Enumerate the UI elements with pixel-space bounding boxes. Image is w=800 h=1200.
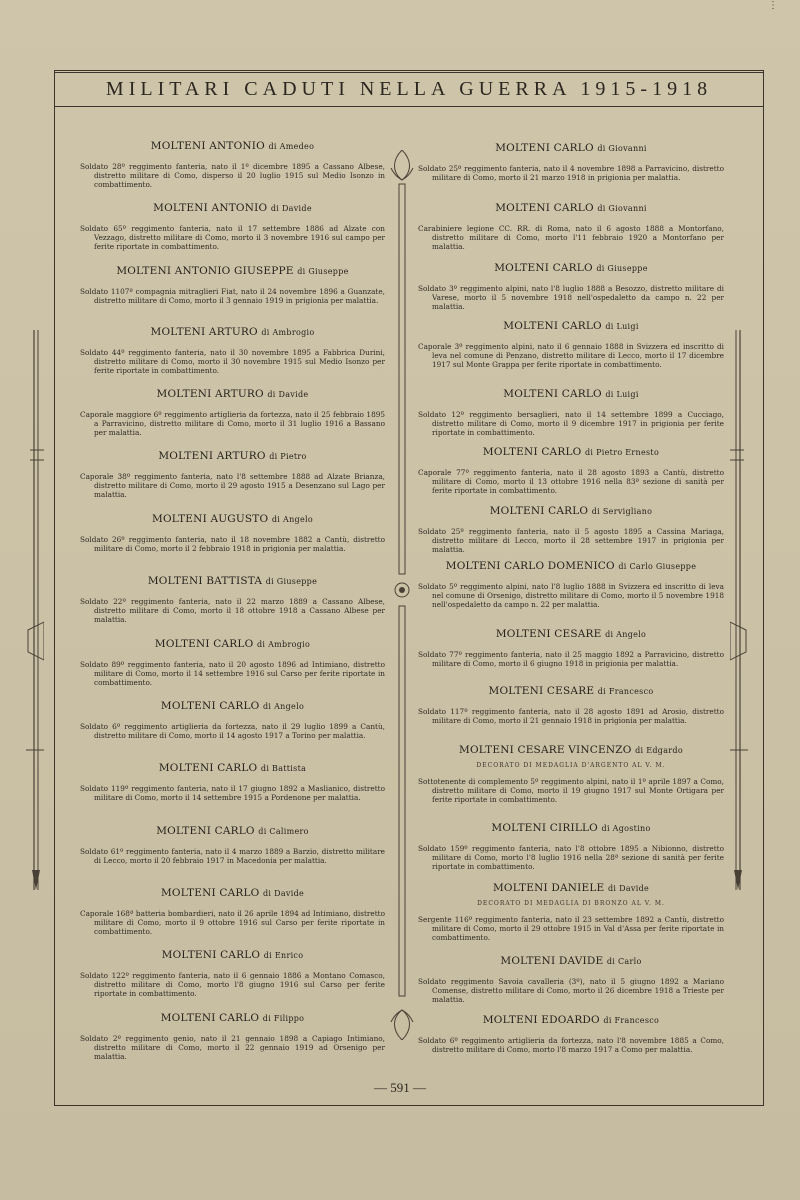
entry-name: MOLTENI CARLO di Ambrogio (154, 638, 311, 650)
entry (418, 505, 724, 554)
entry-text: Caporale 77º reggimento fanteria, nato il 28 agosto 1893 a Cantù, distretto militare di Como, morto il 13 ottobre 1916 nella 83ª sezione di sanità per ferite riportate in combattimento. (418, 468, 724, 495)
entry (418, 822, 724, 871)
entry-name: MOLTENI CESARE VINCENZO di Edgardo (459, 744, 683, 756)
entry-text: Soldato 26º reggimento fanteria, nato il 18 novembre 1882 a Cantù, distretto militare di Como, morto il 2 febbraio 1918 in prigionia per malattia. (80, 535, 385, 553)
page-header-title: MILITARI CADUTI NELLA GUERRA 1915-1918 (105, 78, 713, 100)
left-side-ornament (8, 330, 44, 890)
entry (80, 450, 385, 499)
entry-decoration: DECORATO DI MEDAGLIA D'ARGENTO AL V. M. (476, 762, 666, 769)
entry (418, 142, 724, 182)
entry (80, 762, 385, 802)
entry-name: MOLTENI CARLO di Pietro Ernesto (482, 446, 660, 458)
entry (418, 744, 724, 804)
page-number: — 591 — (374, 1080, 426, 1095)
entry (418, 262, 724, 311)
entry-name: MOLTENI CARLO di Calimero (156, 825, 309, 837)
entry (418, 1014, 724, 1054)
entry-text: Soldato 159º reggimento fanteria, nato l'8 ottobre 1895 a Nibionno, distretto militare di Como, morto l'8 luglio 1916 nella 28ª sezione di sanità per ferite riportate in combattimento. (418, 844, 724, 871)
entry-name: MOLTENI CARLO di Luigi (503, 320, 639, 332)
entry-name: MOLTENI ARTURO di Pietro (158, 450, 307, 462)
entry (418, 320, 724, 369)
entry-text: Soldato 6º reggimento artiglieria da fortezza, nato il 29 luglio 1899 a Cantù, distretto militare di Como, morto il 14 agosto 1917 a Torino per malattia. (80, 722, 385, 740)
entry (80, 825, 385, 865)
entry-decoration: DECORATO DI MEDAGLIA DI BRONZO AL V. M. (477, 900, 665, 907)
entry (80, 265, 385, 305)
entry-name: MOLTENI DANIELE di Davide (492, 882, 650, 894)
entry-text: Sottotenente di complemento 5º reggimento alpini, nato il 1º aprile 1897 a Como, distretto militare di Como, morto il 19 giugno 1917 sul Monte Ortigara per ferite riportate in combattimento. (418, 777, 724, 804)
entry-name: MOLTENI CARLO di Battista (158, 762, 307, 774)
entry-text: Sergente 116º reggimento fanteria, nato il 23 settembre 1892 a Cantù, distretto militare di Como, morto il 29 ottobre 1915 in Val d'Assa per ferite riportate in combattimento. (418, 915, 724, 942)
entry (418, 628, 724, 668)
header-rule-top (54, 72, 764, 73)
entry-text: Soldato 119º reggimento fanteria, nato il 17 giugno 1892 a Maslianico, distretto militare di Como, morto il 14 settembre 1915 a Pordenone per malattia. (80, 784, 385, 802)
entry-text: Caporale 38º reggimento fanteria, nato l'8 settembre 1888 ad Alzate Brianza, distretto militare di Como, morto il 29 agosto 1915 a Desenzano sul Lago per malattia. (80, 472, 385, 499)
entry-text: Soldato 28º reggimento fanteria, nato il 1º dicembre 1895 a Cassano Albese, distretto militare di Como, disperso il 20 luglio 1915 sul Medio Isonzo in combattimento. (80, 162, 385, 189)
entry (80, 575, 385, 624)
entry-text: Caporale 3º reggimento alpini, nato il 6 gennaio 1888 in Svizzera ed inscritto di leva nel comune di Penzano, distretto militare di Lecco, morto il 17 dicembre 1917 sul Monte Grappa per ferite riportate in combattimento. (418, 342, 724, 369)
entry-name: MOLTENI CARLO di Angelo (160, 700, 305, 712)
entry-text: Soldato 117º reggimento fanteria, nato il 28 agosto 1891 ad Arosio, distretto militare di Como, morto il 21 gennaio 1918 in prigionia per malattia. (418, 707, 724, 725)
entry-name: MOLTENI CARLO di Giovanni (495, 202, 647, 214)
entry-text: Caporale maggiore 6º reggimento artiglieria da fortezza, nato il 25 febbraio 1895 a Parravicino, distretto militare di Como, morto il 31 luglio 1916 a Bassano per malattia. (80, 410, 385, 437)
entry (418, 560, 724, 609)
entry (80, 638, 385, 687)
entry-text: Soldato 25º reggimento fanteria, nato il 4 novembre 1898 a Parravicino, distretto militare di Como, morto il 21 marzo 1918 in prigionia per malattia. (418, 164, 724, 182)
entry-text: Soldato 89º reggimento fanteria, nato il 20 agosto 1896 ad Intimiano, distretto militare di Como, morto il 14 settembre 1916 sul Carso per ferite riportate in combattimento. (80, 660, 385, 687)
entry-text: Soldato reggimento Savoia cavalleria (3º), nato il 5 giugno 1892 a Mariano Comense, distretto militare di Como, morto il 26 dicembre 1918 a Trieste per malattia. (418, 977, 724, 1004)
entry-text: Soldato 5º reggimento alpini, nato l'8 luglio 1888 in Svizzera ed inscritto di leva nel comune di Orsenigo, distretto militare di Como, morto il 5 novembre 1918 nell'ospedaletto da campo n. 22 per malattia. (418, 582, 724, 609)
entry (418, 955, 724, 1004)
entry-name: MOLTENI CARLO di Filippo (160, 1012, 305, 1024)
entry-name: MOLTENI CARLO di Giovanni (495, 142, 647, 154)
right-side-ornament (730, 330, 766, 890)
entry-name: MOLTENI ARTURO di Ambrogio (150, 326, 315, 338)
entry-text: Soldato 1107ª compagnia mitraglieri Fiat, nato il 24 novembre 1896 a Guanzate, distretto militare di Como, morto il 3 gennaio 1919 in prigionia per malattia. (80, 287, 385, 305)
entry (418, 446, 724, 495)
entry-name: MOLTENI ANTONIO di Amedeo (150, 140, 315, 152)
entry-text: Soldato 2º reggimento genio, nato il 21 gennaio 1898 a Capiago Intimiano, distretto militare di Como, morto il 22 gennaio 1919 ad Orsenigo per malattia. (80, 1034, 385, 1061)
entry (80, 513, 385, 553)
entry (80, 949, 385, 998)
entry-name: MOLTENI CARLO DOMENICO di Carlo Giuseppe (445, 560, 697, 572)
header-rule-bottom (54, 106, 764, 107)
entry-text: Soldato 65º reggimento fanteria, nato il 17 settembre 1886 ad Alzate con Vezzago, distretto militare di Como, morto il 3 novembre 1916 sul campo per ferite riportate in combattimento. (80, 224, 385, 251)
entry-name: MOLTENI BATTISTA di Giuseppe (147, 575, 318, 587)
entry-text: Caporale 168ª batteria bombardieri, nato il 26 aprile 1894 ad Intimiano, distretto militare di Como, morto il 9 ottobre 1916 sul Carso per ferite riportate in combattimento. (80, 909, 385, 936)
entry-name: MOLTENI ANTONIO GIUSEPPE di Giuseppe (116, 265, 349, 277)
entry-text: Soldato 12º reggimento bersaglieri, nato il 14 settembre 1899 a Cucciago, distretto militare di Como, morto il 9 dicembre 1917 in prigionia per ferite riportate in combattimento. (418, 410, 724, 437)
entry-name: MOLTENI CIRILLO di Agostino (491, 822, 651, 834)
entry-text: Soldato 3º reggimento alpini, nato l'8 luglio 1888 a Besozzo, distretto militare di Varese, morto il 5 novembre 1918 nell'ospedaletto da campo n. 22 per malattia. (418, 284, 724, 311)
entry-name: MOLTENI CARLO di Luigi (503, 388, 639, 400)
corner-mark: ⋮ (768, 0, 778, 11)
entry-name: MOLTENI CARLO di Giuseppe (494, 262, 648, 274)
entry-text: Soldato 122º reggimento fanteria, nato il 6 gennaio 1886 a Montano Comasco, distretto militare di Como, morto l'8 giugno 1916 sul Carso per ferite riportate in combattimento. (80, 971, 385, 998)
entry (418, 388, 724, 437)
entry-text: Soldato 61º reggimento fanteria, nato il 4 marzo 1889 a Barzio, distretto militare di Lecco, morto il 20 febbraio 1917 in Macedonia per malattia. (80, 847, 385, 865)
entry-text: Soldato 22º reggimento fanteria, nato il 22 marzo 1889 a Cassano Albese, distretto militare di Como, morto il 18 ottobre 1918 a Cassano Albese per malattia. (80, 597, 385, 624)
entry-name: MOLTENI CARLO di Servigliano (489, 505, 653, 517)
entry (418, 882, 724, 942)
entry-name: MOLTENI ANTONIO di Davide (153, 202, 312, 214)
entry (418, 202, 724, 251)
entry-name: MOLTENI AUGUSTO di Angelo (152, 513, 313, 525)
entry-text: Soldato 44º reggimento fanteria, nato il 30 novembre 1895 a Fabbrica Durini, distretto militare di Como, morto il 30 novembre 1915 sul Medio Isonzo per ferite riportate in combattimento. (80, 348, 385, 375)
entry (80, 202, 385, 251)
entry-name: MOLTENI ARTURO di Davide (156, 388, 309, 400)
entry (418, 685, 724, 725)
entry (80, 887, 385, 936)
entry (80, 700, 385, 740)
entry-name: MOLTENI CESARE di Angelo (495, 628, 647, 640)
entry (80, 388, 385, 437)
entry-name: MOLTENI CESARE di Francesco (488, 685, 654, 697)
entry-text: Soldato 6º reggimento artiglieria da fortezza, nato l'8 novembre 1885 a Como, distretto militare di Como, morto l'8 marzo 1917 a Como per malattia. (418, 1036, 724, 1054)
entry (80, 1012, 385, 1061)
entry-name: MOLTENI CARLO di Davide (160, 887, 305, 899)
entry-name: MOLTENI CARLO di Enrico (161, 949, 304, 961)
entry-text: Soldato 25º reggimento fanteria, nato il 5 agosto 1895 a Cassina Mariaga, distretto militare di Lecco, morto il 28 settembre 1917 in prigionia per malattia. (418, 527, 724, 554)
center-divider-ornament (389, 150, 415, 1040)
entry-text: Carabiniere legione CC. RR. di Roma, nato il 6 agosto 1888 a Montorfano, distretto militare di Como, morto l'11 febbraio 1920 a Montorfano per malattia. (418, 224, 724, 251)
entry (80, 326, 385, 375)
entry (80, 140, 385, 189)
entry-name: MOLTENI EDOARDO di Francesco (482, 1014, 660, 1026)
entry-text: Soldato 77º reggimento fanteria, nato il 25 maggio 1892 a Parravicino, distretto militare di Como, morto il 6 giugno 1918 in prigionia per malattia. (418, 650, 724, 668)
entry-name: MOLTENI DAVIDE di Carlo (500, 955, 642, 967)
